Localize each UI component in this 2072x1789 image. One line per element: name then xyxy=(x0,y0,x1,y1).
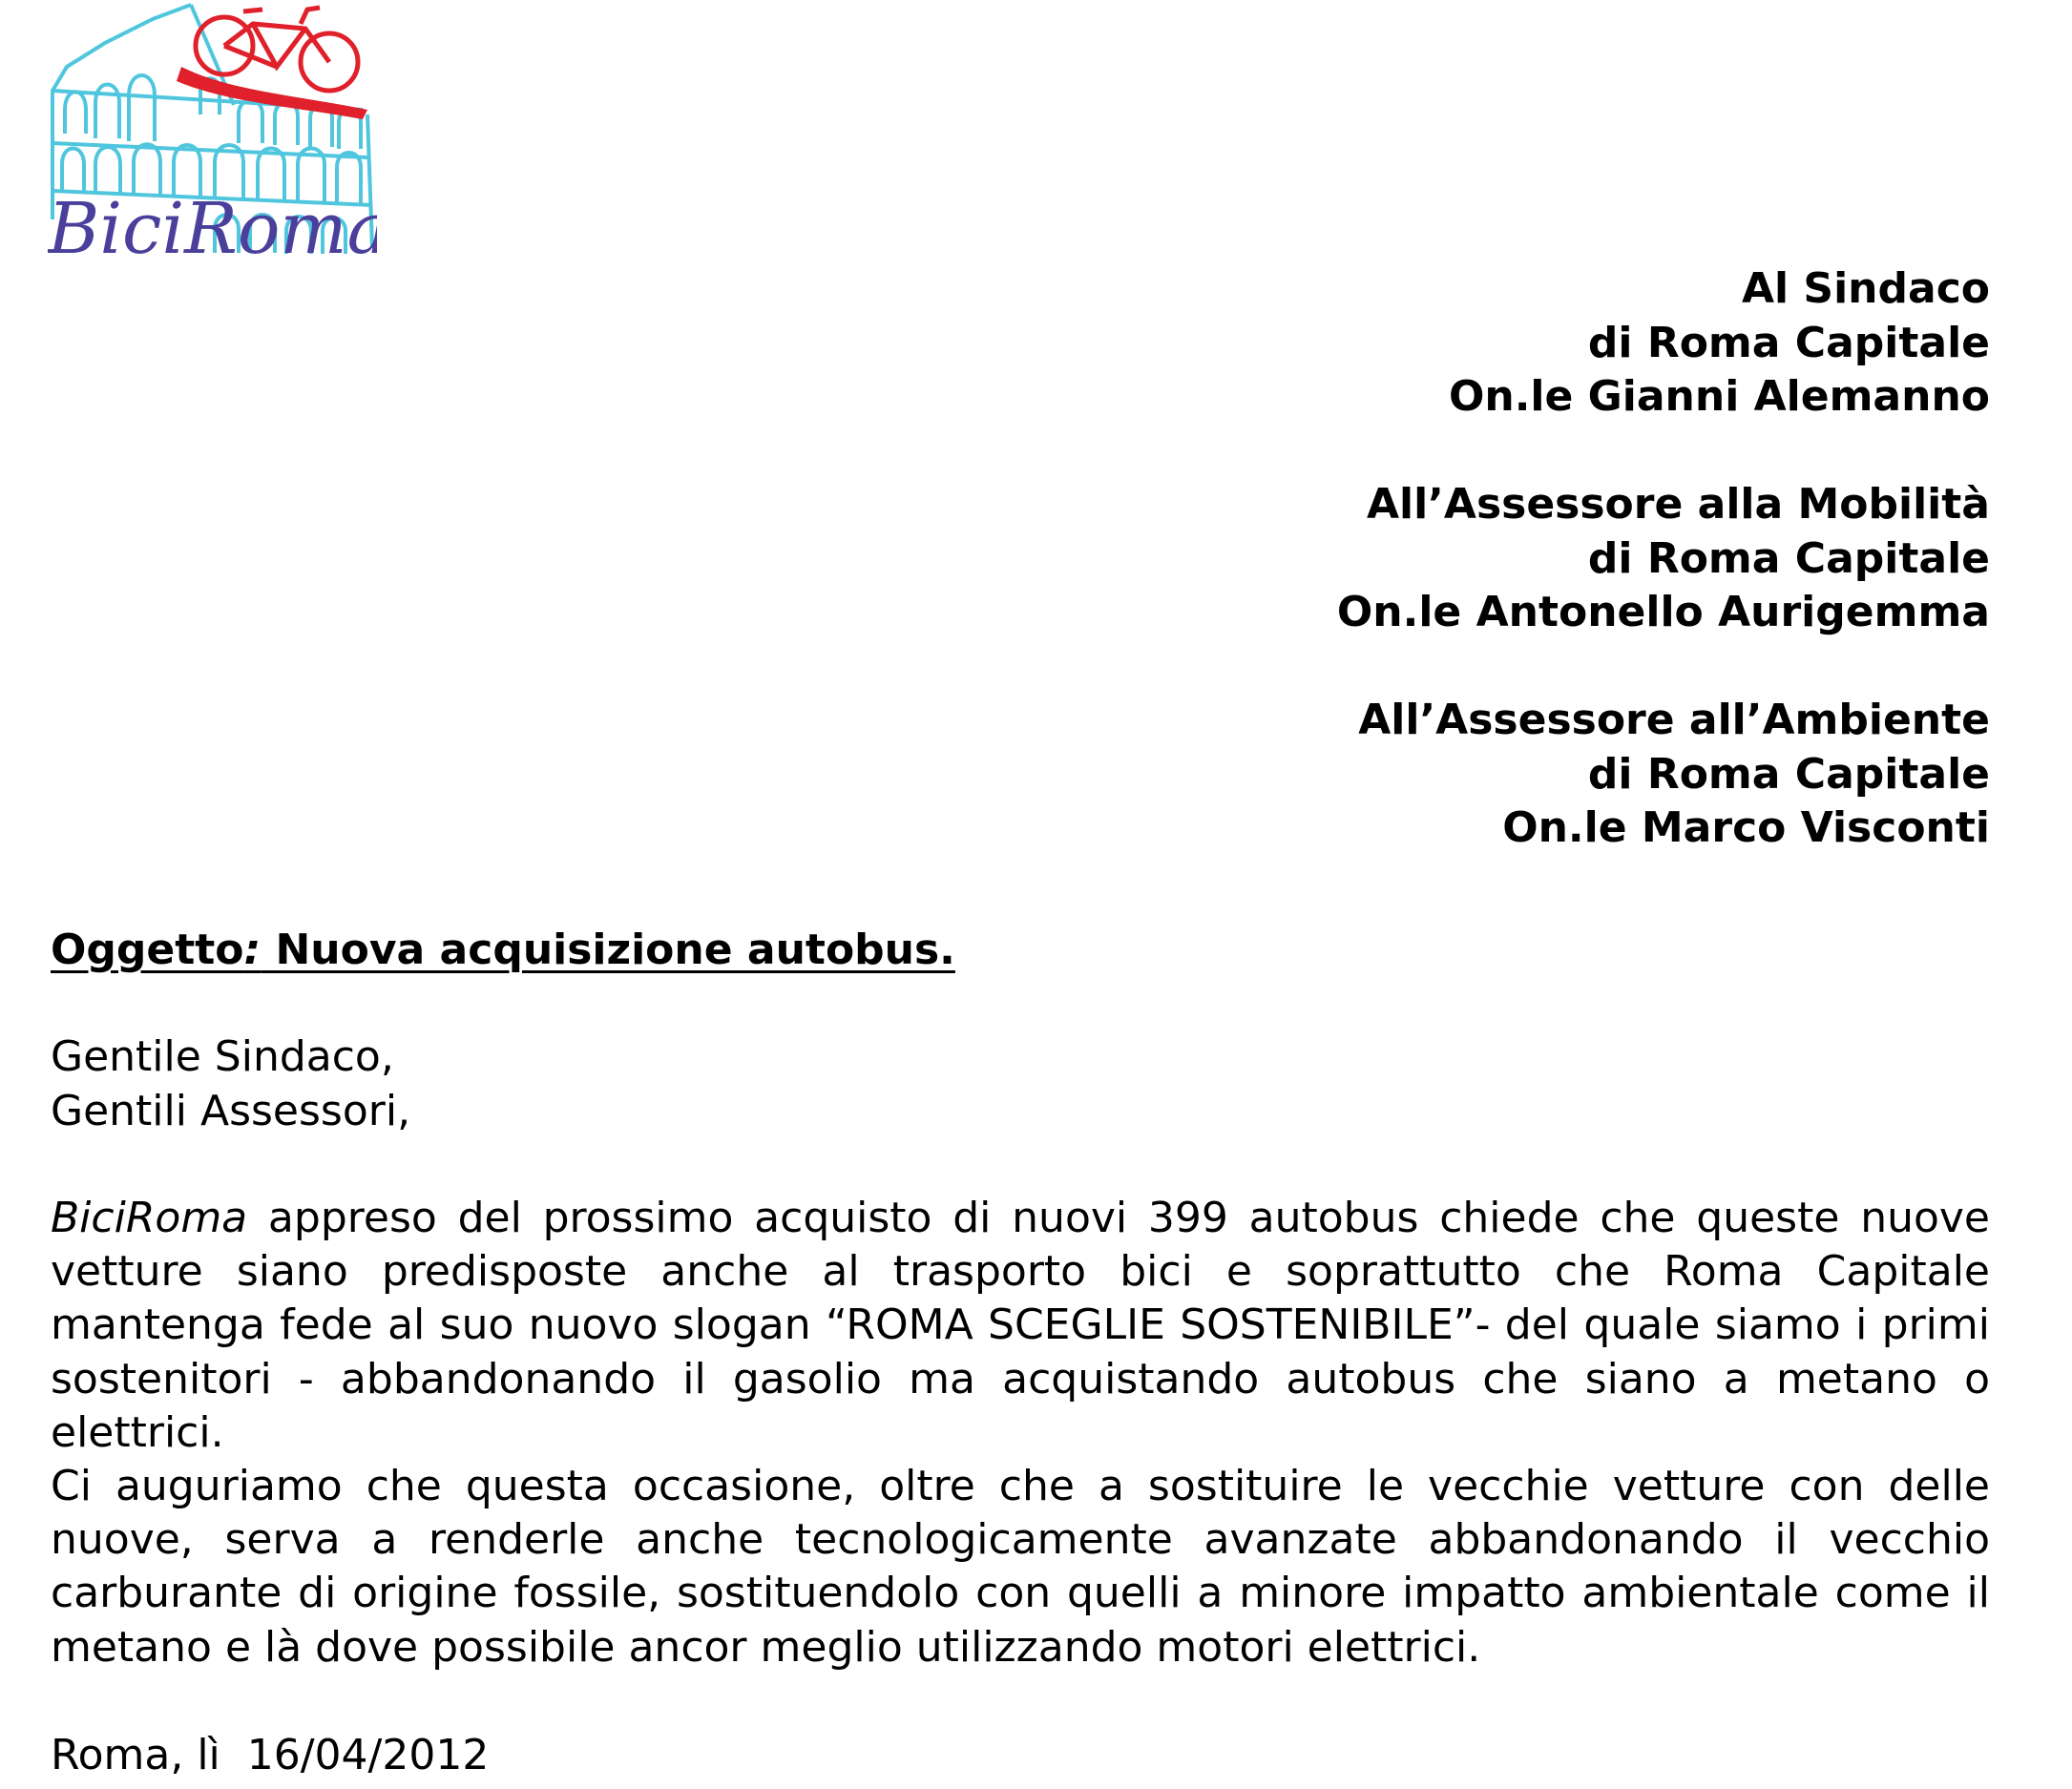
greeting-line: Gentile Sindaco, xyxy=(51,1032,394,1081)
colosseum-bicycle-logo-icon xyxy=(48,0,377,267)
recipient-line: On.le Marco Visconti xyxy=(1502,803,1990,852)
logo-lettering: BiciRoma xyxy=(48,188,377,267)
paragraph-text: appreso del prossimo acquisto di nuovi 399 autobus chiede che queste nuove vetture siano predisposte anche al trasporto bici e soprattutto che Roma Capitale mantenga fede al suo nuovo slogan “ROMA SCEGLIE SOSTENIBILE”- del quale siamo i primi sostenitori - abbandonando il gasolio ma acquistando autobus che siano a metano o elettrici. xyxy=(51,1194,1990,1457)
recipient-line: All’Assessore alla Mobilità xyxy=(1366,480,1990,529)
body-paragraph xyxy=(51,1192,1990,1460)
recipient-environment-councillor xyxy=(940,694,1990,856)
greeting-line: Gentili Assessori, xyxy=(51,1086,411,1135)
body-paragraph: Ci auguriamo che questa occasione, oltre che a sostituire le vecchie vetture con delle nuove, serva a renderle anche tecnologicamente avanzate abbandonando il vecchio carburante di origine fossile, sostituendolo con quelli a minore impatto ambientale come il metano e là dove possibile ancor meglio utilizzando motori elettrici. xyxy=(51,1462,1990,1672)
recipient-line: On.le Antonello Aurigemma xyxy=(1336,588,1990,636)
subject-separator: : xyxy=(243,926,262,974)
subject-line xyxy=(51,924,955,977)
letter-body xyxy=(51,1192,1990,1675)
subject-text: Nuova acquisizione autobus. xyxy=(261,926,955,974)
recipient-mayor xyxy=(940,262,1990,425)
recipients-block xyxy=(940,262,1990,856)
recipient-line: All’Assessore all’Ambiente xyxy=(1358,696,1990,744)
biciroma-logo xyxy=(48,0,377,267)
recipient-line: di Roma Capitale xyxy=(1587,318,1990,367)
recipient-line: di Roma Capitale xyxy=(1587,533,1990,583)
recipient-mobility-councillor xyxy=(940,478,1990,640)
dateline: Roma, lì 16/04/2012 xyxy=(51,1731,490,1779)
recipient-line: Al Sindaco xyxy=(1741,264,1990,313)
subject-label: Oggetto xyxy=(51,926,244,974)
org-name: BiciRoma xyxy=(51,1194,248,1242)
recipient-line: On.le Gianni Alemanno xyxy=(1448,372,1990,421)
recipient-line: di Roma Capitale xyxy=(1587,749,1990,799)
greeting xyxy=(51,1030,410,1138)
